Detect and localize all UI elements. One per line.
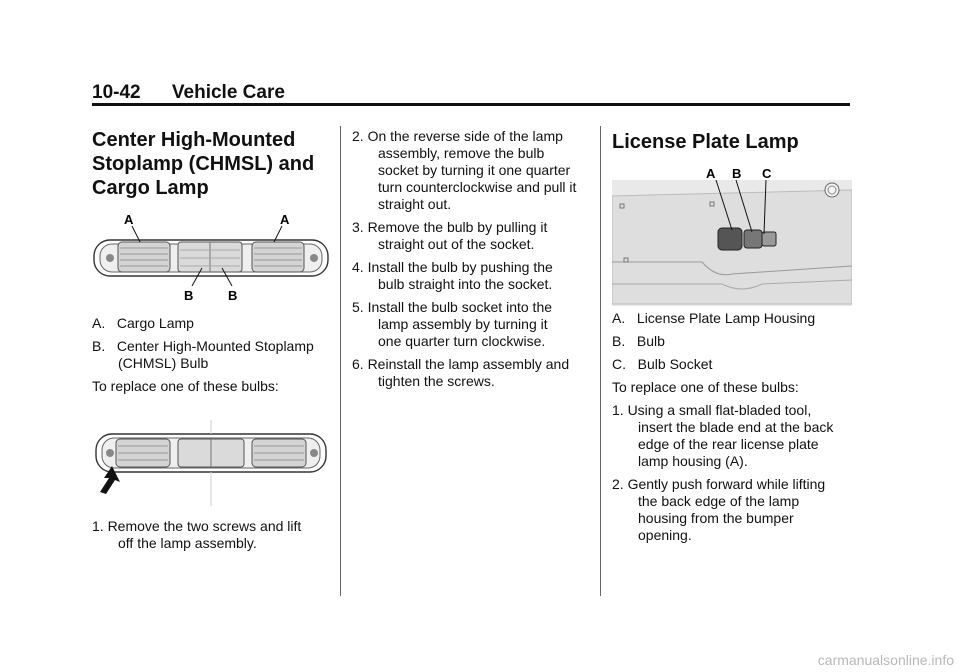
header-rule [92, 103, 850, 106]
fig2-label-b: B [732, 166, 742, 181]
fig1-label-b-left: B [184, 288, 194, 303]
chmsl-heading [92, 128, 314, 200]
license-plate-heading: License Plate Lamp [612, 131, 799, 153]
legend-item-a: A. Cargo Lamp [92, 315, 194, 331]
fig1-label-b-right: B [228, 288, 238, 303]
chmsl-intro: To replace one of these bulbs: [92, 378, 279, 394]
chmsl-step-1: 1. Remove the two screws and lift off the lamp assembly. [92, 518, 302, 551]
fig1-label-a-left: A [124, 212, 134, 227]
step-5: 5. Install the bulb socket into the lamp assembly by turning it one quarter turn clockwise. [352, 299, 553, 349]
legend-item-b-cont: (CHMSL) Bulb [118, 355, 209, 371]
page-number: 10-42 [92, 82, 141, 103]
step-3: 3. Remove the bulb by pulling it straight out of the socket. [352, 219, 548, 252]
step-6: 6. Reinstall the lamp assembly and tighten the screws. [352, 356, 570, 389]
license-plate-intro: To replace one of these bulbs: [612, 379, 799, 395]
chmsl-steps-continued [352, 128, 597, 390]
legend-item-b: B. Center High-Mounted Stoplamp [92, 338, 314, 354]
legend-item-b: B. Bulb [612, 333, 665, 349]
chmsl-lamp-figure [92, 212, 332, 307]
legend-item-a: A. License Plate Lamp Housing [612, 310, 816, 326]
step-2: 2. On the reverse side of the lamp assembly, remove the bulb socket by turning it one quarter turn counterclockwise and pull it straight out. [352, 128, 577, 212]
license-plate-figure [612, 166, 852, 306]
fig2-label-a: A [706, 166, 716, 181]
lp-step-1: 1. Using a small flat-bladed tool, insert the blade end at the back edge of the rear license plate lamp housing (A). [612, 402, 834, 469]
column-divider-2 [600, 126, 601, 596]
column-divider-1 [340, 126, 341, 596]
fig1-label-a-right: A [280, 212, 290, 227]
license-plate-legend [612, 310, 852, 544]
fig2-label-c: C [762, 166, 772, 181]
chmsl-screw-figure [92, 420, 332, 510]
chmsl-heading-line3: Cargo Lamp [92, 177, 209, 199]
watermark: carmanualsonline.info [817, 652, 954, 668]
chmsl-heading-line1: Center High-Mounted [92, 129, 296, 151]
chmsl-legend [92, 315, 332, 372]
section-title: Vehicle Care [171, 82, 285, 103]
lp-step-2: 2. Gently push forward while lifting the back edge of the lamp housing from the bumper opening. [612, 476, 826, 543]
step-4: 4. Install the bulb by pushing the bulb straight into the socket. [352, 259, 553, 292]
chmsl-heading-line2: Stoplamp (CHMSL) and [92, 153, 315, 175]
legend-item-c: C. Bulb Socket [612, 356, 713, 372]
page-header [92, 82, 285, 104]
